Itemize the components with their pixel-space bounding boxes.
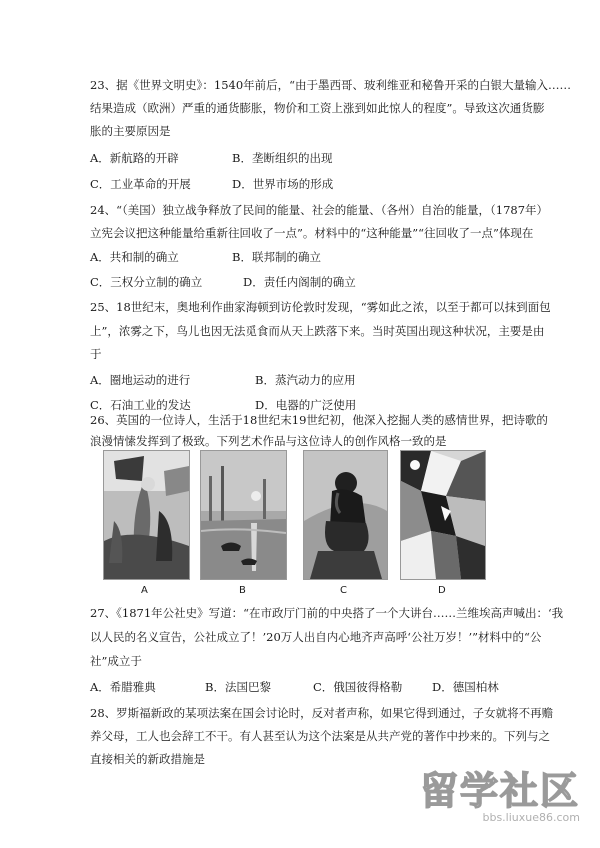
- q23-line-2: 结果造成（欧洲）严重的通货膨胀，物价和工资上涨到如此惊人的程度”。导致这次通货膨: [90, 101, 545, 115]
- q25-line-2: 上”，浓雾之下，鸟儿也因无法觅食而从天上跌落下来。当时英国出现这种状况，主要是由: [90, 324, 545, 338]
- q27-option-b: B．法国巴黎: [205, 680, 271, 694]
- q23-line-1: 23、据《世界文明史》：1540年前后，“由于墨西哥、玻利维亚和秘鲁开采的白银大量输入……: [90, 78, 572, 92]
- watermark-url: bbs.liuxue86.com: [482, 811, 580, 824]
- caption-a: A: [141, 585, 148, 596]
- q24-option-c: C．三权分立制的确立: [90, 275, 203, 289]
- caption-b: B: [239, 585, 246, 596]
- q25-option-d: D．电器的广泛使用: [255, 398, 357, 412]
- artwork-d-image: [400, 450, 486, 580]
- q24-option-b: B．联邦制的确立: [232, 250, 321, 264]
- caption-d: D: [438, 585, 446, 596]
- q23-option-a: A．新航路的开辟: [90, 151, 179, 165]
- caption-c: C: [340, 585, 347, 596]
- watermark-logo: 留学社区: [419, 769, 580, 813]
- q27-option-a: A．希腊雅典: [90, 680, 156, 694]
- q27-line-2: 以人民的名义宣告，公社成立了！’20万人出自内心地齐声高呼‘公社万岁！’”材料中的“公: [90, 630, 542, 644]
- q25-line-1: 25、18世纪末，奥地利作曲家海顿到访伦敦时发现，“雾如此之浓，以至于都可以抹到面包: [90, 300, 551, 314]
- q25-option-b: B．蒸汽动力的应用: [255, 373, 356, 387]
- q25-option-a: A．圈地运动的进行: [90, 373, 191, 387]
- q26-line-1: 26、英国的一位诗人，生活于18世纪末19世纪初，他深入挖掘人类的感情世界，把诗歌的: [90, 413, 548, 427]
- q27-line-1: 27、《1871年公社史》写道：“在市政厅门前的中央搭了一个大讲台……兰维埃高声喊出：‘我: [90, 606, 564, 620]
- q28-line-3: 直接相关的新政措施是: [90, 752, 205, 766]
- q23-option-d: D．世界市场的形成: [232, 177, 334, 191]
- q24-line-2: 立宪会议把这种能量给重新往回收了一点”。材料中的“这种能量”“往回收了一点”体现在: [90, 226, 534, 240]
- artwork-c-image: [303, 450, 388, 580]
- q27-option-d: D．德国柏林: [432, 680, 499, 694]
- q27-option-c: C．俄国彼得格勒: [313, 680, 403, 694]
- q23-option-b: B．垄断组织的出现: [232, 151, 333, 165]
- q27-line-3: 社”成立于: [90, 654, 142, 668]
- artwork-a-image: [103, 450, 190, 580]
- q28-line-2: 养父母，工人也会辞工不干。有人甚至认为这个法案是从共产党的著作中抄来的。下列与之: [90, 729, 550, 743]
- q24-option-d: D．责任内阁制的确立: [243, 275, 356, 289]
- q24-option-a: A．共和制的确立: [90, 250, 179, 264]
- q26-line-2: 浪漫情愫发挥到了极致。下列艺术作品与这位诗人的创作风格一致的是: [90, 434, 447, 448]
- q28-line-1: 28、罗斯福新政的某项法案在国会讨论时，反对者声称，如果它得到通过，子女就将不再赡: [90, 706, 554, 720]
- watermark: [420, 760, 580, 824]
- q24-line-1: 24、“（美国）独立战争释放了民间的能量、社会的能量、（各州）自治的能量，（1787年）: [90, 203, 549, 217]
- q25-line-3: 于: [90, 347, 102, 361]
- artwork-b-image: [200, 450, 287, 580]
- q23-option-c: C．工业革命的开展: [90, 177, 191, 191]
- q23-line-3: 胀的主要原因是: [90, 124, 171, 138]
- q25-option-c: C．石油工业的发达: [90, 398, 191, 412]
